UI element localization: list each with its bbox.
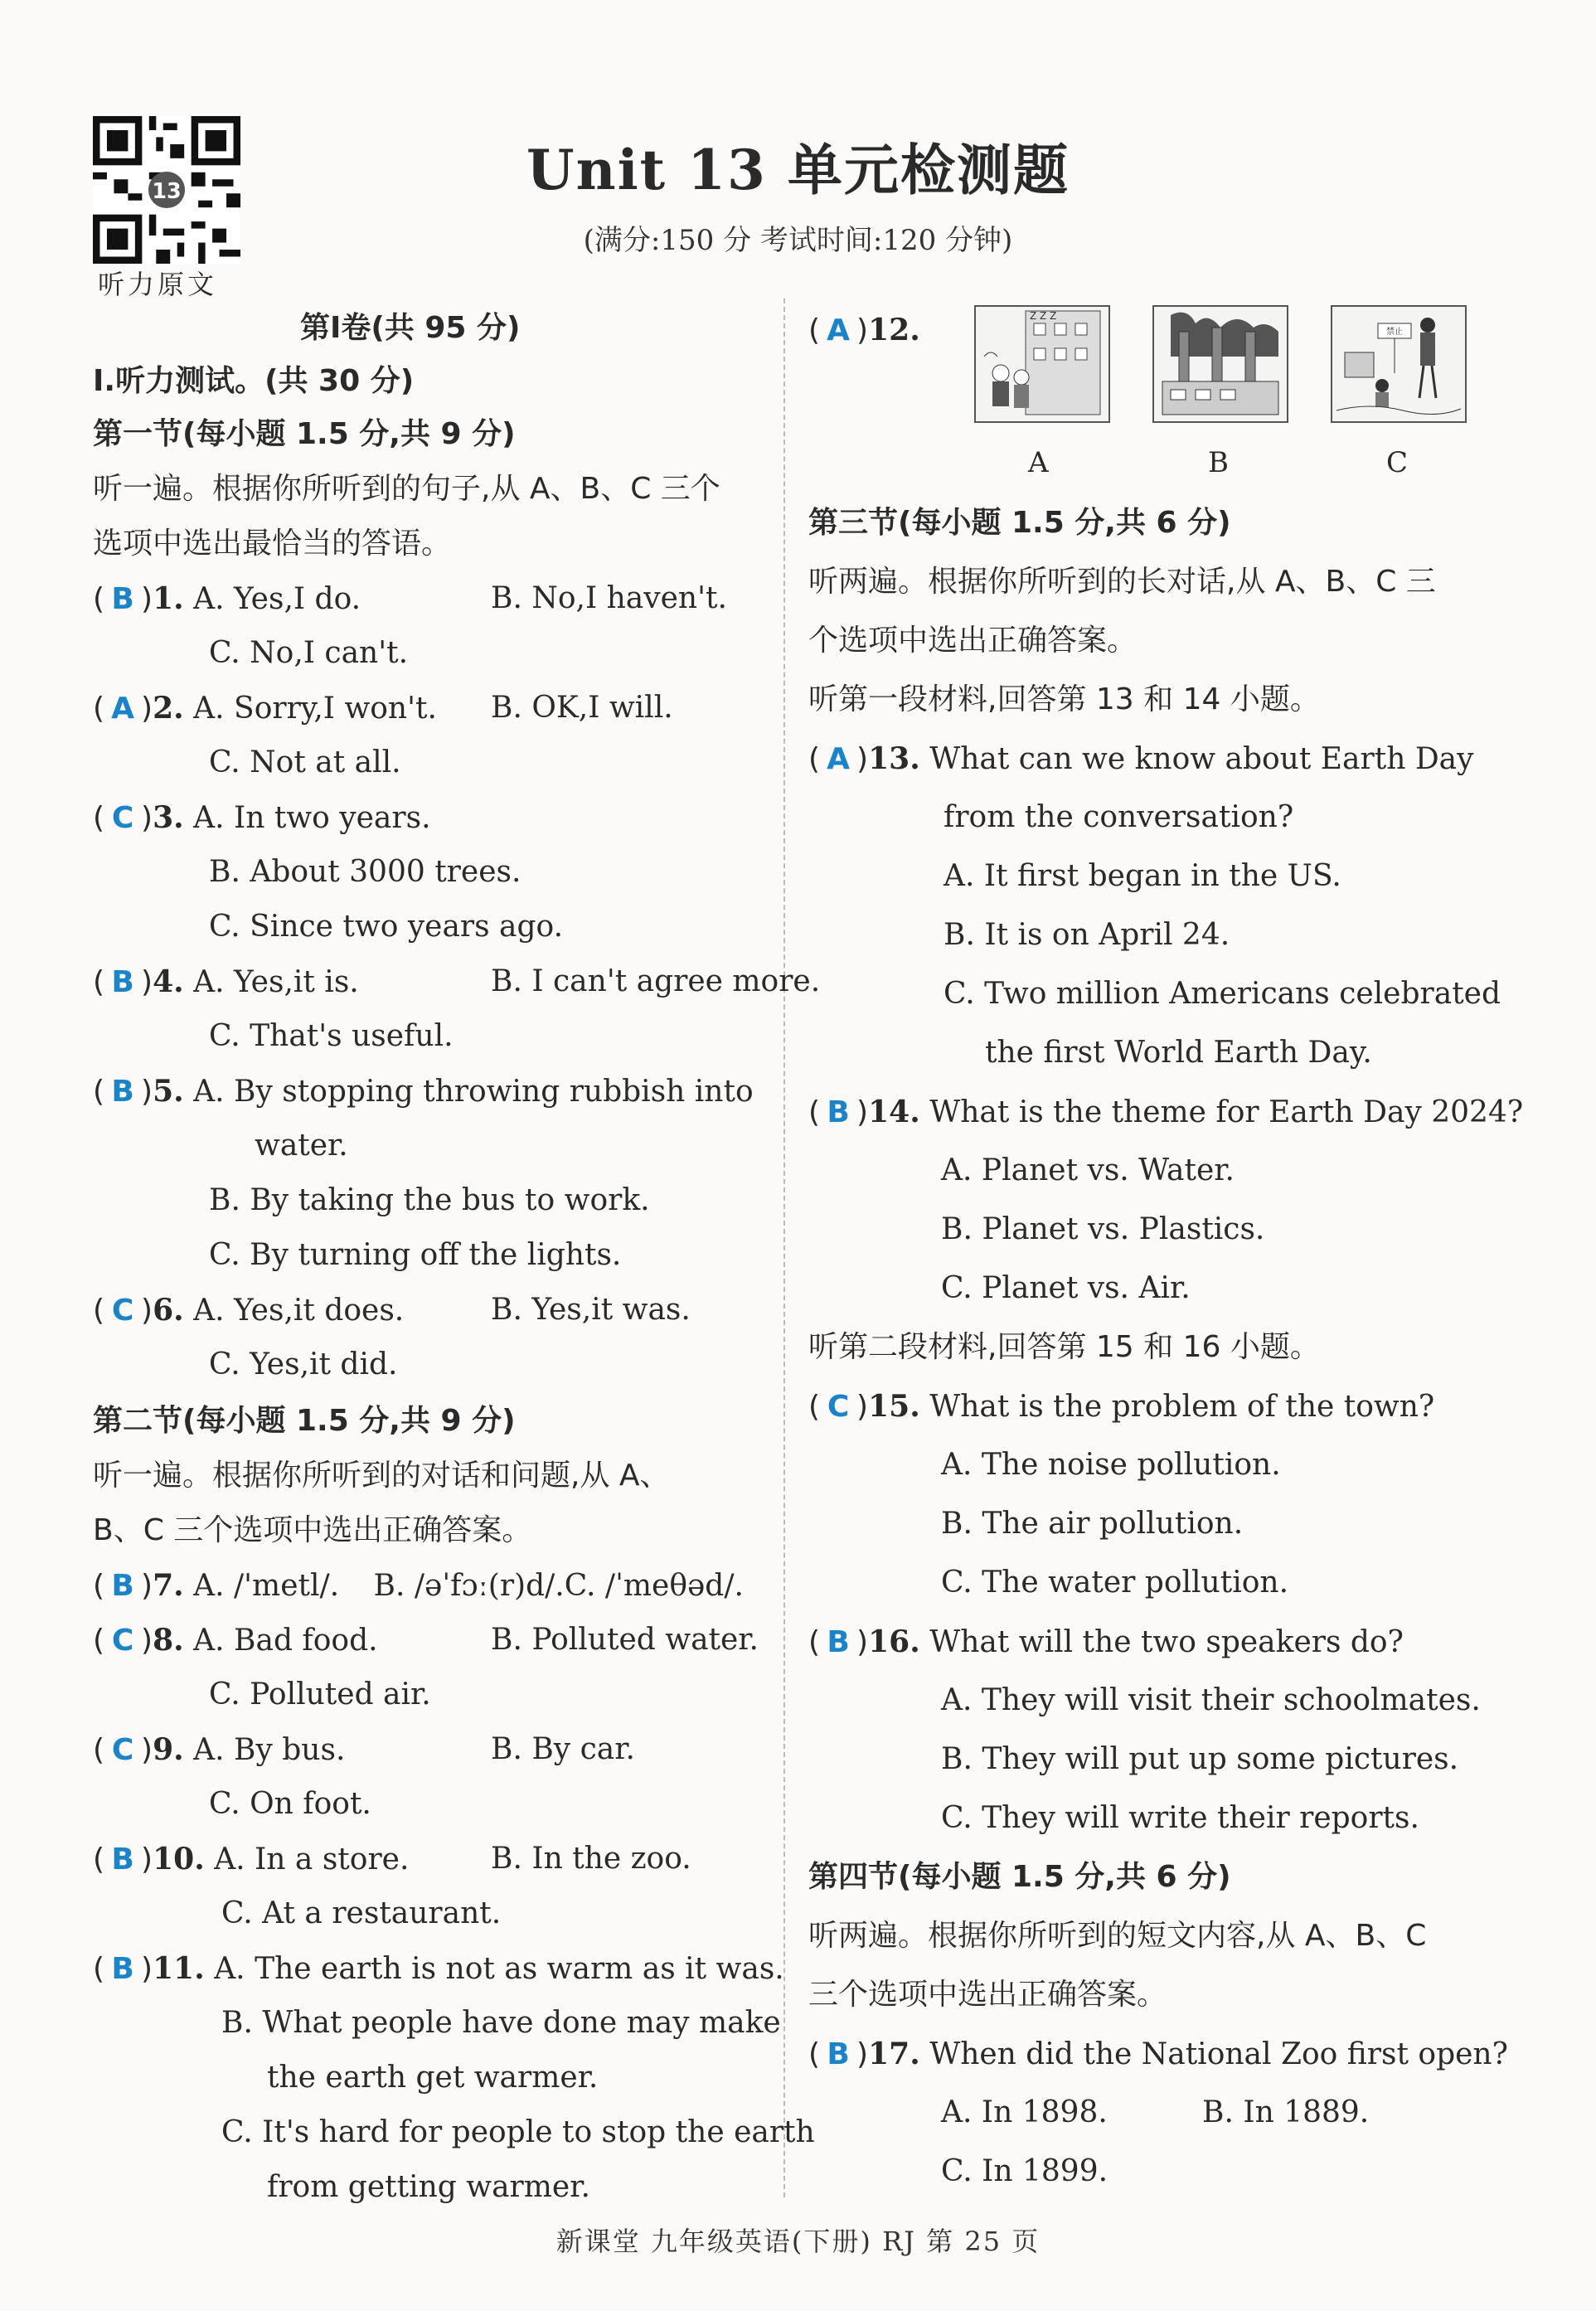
section-3-title: 第三节(每小题 1.5 分,共 6 分) [808,506,1231,540]
option-b: B. Planet vs. Plastics. [941,1212,1265,1246]
question-stem: What can we know about Earth Day [929,742,1474,776]
answer[interactable]: B [827,1095,850,1129]
option-c: C. Two million Americans celebrated [944,977,1501,1011]
material-2-note: 听第二段材料,回答第 15 和 16 小题。 [808,1330,1320,1364]
option-b: B. By car. [491,1732,635,1766]
section-2-instruction: 听一遍。根据你所听到的对话和问题,从 A、 [93,1459,670,1493]
picture-b-factory-smoke[interactable] [1152,305,1288,423]
question-9: ( C )9. A. By bus. [93,1732,346,1767]
section-1-title: 第一节(每小题 1.5 分,共 9 分) [93,417,516,451]
answer[interactable]: C [111,801,134,835]
question-4: ( B )4. A. Yes,it is. [93,964,359,999]
option-b: B. In 1889. [1202,2095,1370,2129]
question-1: ( B )1. A. Yes,I do. [93,581,361,616]
qr-badge: 13 [152,178,182,204]
question-8: ( C )8. A. Bad food. [93,1623,378,1658]
page-subtitle: (满分:150 分 考试时间:120 分钟) [583,224,1013,257]
option-c: C. No,I can't. [209,636,409,670]
option-a: A. Bad food. [193,1624,378,1658]
option-b: B. By taking the bus to work. [209,1183,650,1217]
option-c: C. They will write their reports. [941,1801,1419,1835]
answer[interactable]: A [111,692,134,726]
section-2-title: 第二节(每小题 1.5 分,共 9 分) [93,1404,516,1438]
answer[interactable]: A [827,742,850,776]
picture-c-label: C [1386,446,1409,479]
answer[interactable]: B [111,1075,134,1109]
material-1-note: 听第一段材料,回答第 13 和 14 小题。 [808,682,1320,716]
question-stem: What is the theme for Earth Day 2024? [929,1095,1524,1129]
option-c: C. It's hard for people to stop the earth [221,2115,815,2149]
question-2: ( A )2. A. Sorry,I won't. [93,691,437,726]
question-stem: What will the two speakers do? [929,1625,1404,1659]
picture-c-littering-sign[interactable] [1331,305,1467,423]
option-a: A. Yes,it does. [193,1294,405,1328]
option-b: B. Polluted water. [491,1623,759,1657]
option-b: B. About 3000 trees. [209,855,521,889]
question-10: ( B )10. A. In a store. [93,1842,410,1876]
answer[interactable]: C [111,1624,134,1658]
section-4-title: 第四节(每小题 1.5 分,共 6 分) [808,1860,1231,1894]
option-b: B. In the zoo. [491,1842,691,1876]
question-12: ( A )12. [808,313,920,347]
option-b: B. The air pollution. [941,1507,1244,1541]
question-stem: When did the National Zoo first open? [929,2037,1508,2071]
option-a: A. /'metl/. [193,1569,340,1603]
option-b: B. They will put up some pictures. [941,1742,1459,1776]
answer[interactable]: C [111,1294,134,1328]
question-7: ( B )7. A. /'metl/. B. /əˈfɔː(r)d/.C. /ˈmeθəd/. [93,1568,744,1603]
question-3: ( C )3. A. In two years. [93,800,431,835]
option-a: A. Sorry,I won't. [193,692,437,726]
option-a: A. The noise pollution. [941,1448,1281,1482]
option-c: C. Not at all. [209,745,401,779]
option-a: A. The earth is not as warm as it was. [214,1952,784,1986]
option-a: A. Planet vs. Water. [941,1153,1235,1187]
option-a: A. They will visit their schoolmates. [941,1683,1481,1717]
section-1-instruction: 听一遍。根据你所听到的句子,从 A、B、C 三个 [93,472,720,506]
option-a: A. By stopping throwing rubbish into [193,1075,754,1109]
option-a: A. In a store. [214,1842,410,1876]
volume-title: 第Ⅰ卷(共 95 分) [300,311,521,345]
question-stem: What is the problem of the town? [929,1390,1435,1424]
question-5: ( B )5. A. By stopping throwing rubbish into [93,1074,754,1109]
option-c-cont: from getting warmer. [267,2170,590,2204]
option-c: C. The water pollution. [941,1566,1289,1600]
option-b: B. Yes,it was. [491,1293,691,1327]
question-stem-cont: from the conversation? [944,800,1294,834]
option-b: B. It is on April 24. [944,918,1230,952]
page-footer: 新课堂 九年级英语(下册) RJ 第 25 页 [555,2226,1041,2257]
question-16: ( B )16. What will the two speakers do? [808,1624,1404,1659]
question-13: ( A )13. What can we know about Earth Day [808,741,1474,776]
section-3-instruction-cont: 个选项中选出正确答案。 [808,624,1138,658]
answer[interactable]: C [827,1390,850,1424]
option-a: A. In 1898. [941,2095,1108,2129]
option-a: A. By bus. [193,1733,346,1767]
option-b-cont: the earth get warmer. [267,2061,599,2095]
picture-a-label: A [1028,446,1049,479]
question-14: ( B )14. What is the theme for Earth Day 2024? [808,1095,1524,1129]
option-c: C. Since two years ago. [209,910,564,944]
option-a-cont: water. [255,1129,348,1163]
option-c: C. That's useful. [209,1019,454,1053]
answer[interactable]: B [827,1625,850,1659]
answer[interactable]: A [827,313,850,347]
option-c: C. On foot. [209,1787,371,1821]
option-b: B. OK,I will. [491,691,673,725]
qr-caption: 听力原文 [98,269,218,300]
answer[interactable]: B [827,2037,850,2071]
section-4-instruction: 听两遍。根据你所听到的短文内容,从 A、B、C [808,1919,1427,1953]
column-divider [783,299,785,2197]
page-title: Unit 13 单元检测题 [526,138,1070,202]
option-a: A. Yes,I do. [193,582,361,616]
question-11: ( B )11. A. The earth is not as warm as it was. [93,1951,784,1986]
option-b: B. No,I haven't. [491,581,727,615]
question-17: ( B )17. When did the National Zoo first open? [808,2037,1508,2071]
section-1-instruction-cont: 选项中选出最恰当的答语。 [93,527,452,561]
option-c: C. At a restaurant. [221,1896,502,1930]
option-a: A. In two years. [193,801,431,835]
answer[interactable]: B [111,582,134,616]
section-2-instruction-cont: B、C 三个选项中选出正确答案。 [93,1513,532,1547]
part-one-title: Ⅰ.听力测试。(共 30 分) [93,364,415,398]
option-c-cont: the first World Earth Day. [985,1036,1372,1070]
answer[interactable]: B [111,1569,134,1603]
answer[interactable]: C [111,1733,134,1767]
sign-text: 禁止 [1386,328,1403,337]
answer[interactable]: B [111,1842,134,1876]
option-b: B. What people have done may make [221,2006,781,2040]
answer[interactable]: B [111,965,134,999]
question-15: ( C )15. What is the problem of the town? [808,1389,1435,1424]
option-c: C. In 1899. [941,2154,1108,2188]
section-4-instruction-cont: 三个选项中选出正确答案。 [808,1978,1167,2012]
section-3-instruction: 听两遍。根据你所听到的长对话,从 A、B、C 三 [808,565,1436,599]
option-c: C. By turning off the lights. [209,1238,622,1272]
picture-a-noise[interactable] [974,305,1110,423]
option-c: C. Planet vs. Air. [941,1271,1191,1305]
option-c: C. /ˈmeθəd/. [564,1569,744,1603]
svg-text:Z Z Z: Z Z Z [1030,310,1057,322]
question-6: ( C )6. A. Yes,it does. [93,1293,405,1328]
option-c: C. Polluted air. [209,1677,431,1711]
answer[interactable]: B [111,1952,134,1986]
option-b: B. /əˈfɔː(r)d/. [373,1569,565,1603]
option-b: B. I can't agree more. [491,964,821,998]
option-a: A. Yes,it is. [193,965,359,999]
option-a: A. It first began in the US. [944,859,1341,893]
picture-b-label: B [1208,446,1229,479]
option-c: C. Yes,it did. [209,1347,398,1381]
